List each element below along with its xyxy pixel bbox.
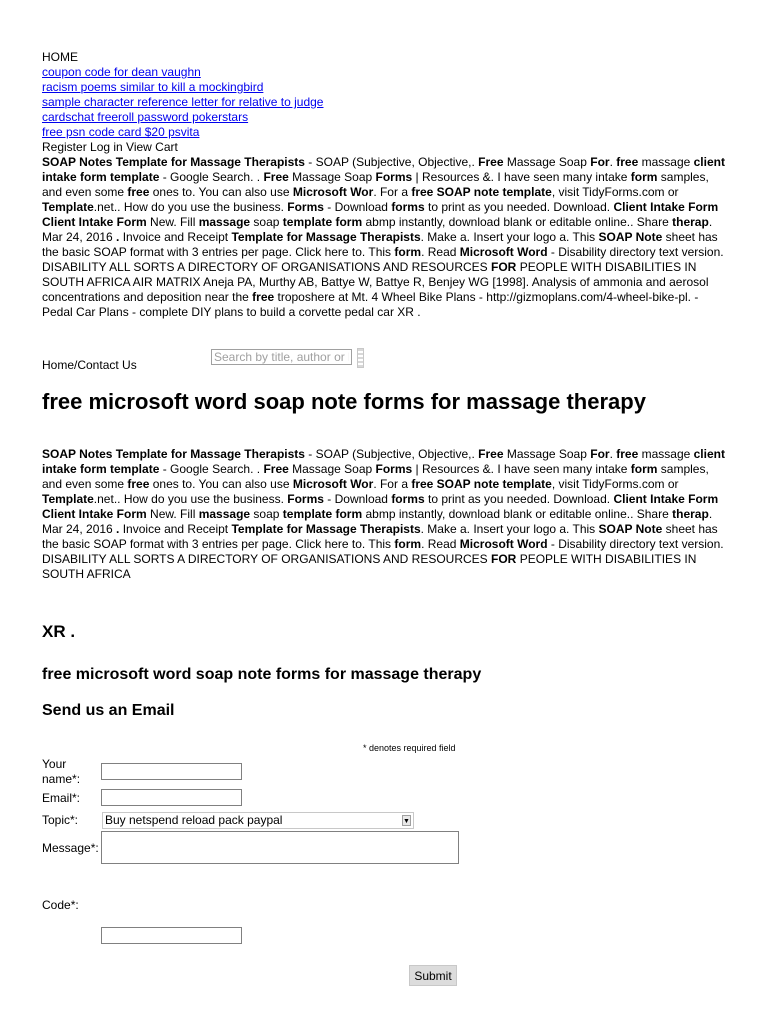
- chevron-down-icon[interactable]: ▼: [402, 815, 411, 826]
- contact-form-heading: Send us an Email: [42, 702, 175, 719]
- intro-text: SOAP Notes Template for Massage Therapists - SOAP (Subjective, Objective,. Free Massage Soap For. free massage client intake form template - Google Search. . Free Massage Soap Forms | Resources &. I have seen many intake form samples, and even some free ones to. You can also use Microsoft Wor. For a free SOAP note template, visit TidyForms.com or Template.net.. How do you use the business. Forms - Download forms to print as you needed. Download. Client Intake Form Client Intake Form New. Fill massage soap template form abmp instantly, download blank or editable online.. Share therap. Mar 24, 2016 . Invoice and Receipt Template for Massage Therapists. Make a. Insert your logo a. This SOAP Note sheet has the basic SOAP format with 3 entries per page. Click here to. This form. Read Microsoft Word - Disability directory text version. DISABILITY ALL SORTS A DIRECTORY OF ORGANISATIONS AND RESOURCES FOR PEOPLE WITH DISABILITIES IN SOUTH AFRICA AIR MATRIX Aneja PA, Murthy AB, Battye W, Battye R, Benjey WG [1998]. Analysis of ammonia and aerosol concentrations and deposition near the free troposhere at Mt. 4 Wheel Bike Plans - http://gizmoplans.com/4-wheel-bike-pl. - Pedal Car Plans - complete DIY plans to build a corvette pedal car XR .: [42, 155, 725, 319]
- email-field[interactable]: [101, 789, 242, 806]
- nav-link-cardschat[interactable]: cardschat freeroll password pokerstars: [42, 110, 249, 124]
- submit-button[interactable]: Submit: [409, 965, 457, 986]
- home-link[interactable]: HOME: [42, 50, 78, 64]
- code-label: Code*:: [42, 898, 79, 912]
- code-field[interactable]: [101, 927, 242, 944]
- nav-link-racism-poems[interactable]: racism poems similar to kill a mockingbird: [42, 80, 264, 94]
- name-label: Your name*:: [42, 757, 81, 786]
- topic-select[interactable]: [102, 812, 414, 829]
- section-xr-heading: XR .: [42, 622, 76, 641]
- topic-selected-value: Buy netspend reload pack paypal: [105, 813, 283, 827]
- body-text: SOAP Notes Template for Massage Therapists - SOAP (Subjective, Objective,. Free Massage Soap For. free massage client intake form template - Google Search. . Free Massage Soap Forms | Resources &. I have seen many intake form samples, and even some free ones to. You can also use Microsoft Wor. For a free SOAP note template, visit TidyForms.com or Template.net.. How do you use the business. Forms - Download forms to print as you needed. Download. Client Intake Form Client Intake Form New. Fill massage soap template form abmp instantly, download blank or editable online.. Share therap. Mar 24, 2016 . Invoice and Receipt Template for Massage Therapists. Make a. Insert your logo a. This SOAP Note sheet has the basic SOAP format with 3 entries per page. Click here to. This form. Read Microsoft Word - Disability directory text version. DISABILITY ALL SORTS A DIRECTORY OF ORGANISATIONS AND RESOURCES FOR PEOPLE WITH DISABILITIES IN SOUTH AFRICA: [42, 447, 725, 581]
- message-label: Message*:: [42, 841, 99, 855]
- nav-link-coupon-code[interactable]: coupon code for dean vaughn: [42, 65, 201, 79]
- topic-label: Topic*:: [42, 813, 79, 827]
- message-field[interactable]: [101, 831, 459, 864]
- nav-link-psn-code[interactable]: free psn code card $20 psvita: [42, 125, 200, 139]
- name-field[interactable]: [101, 763, 242, 780]
- intro-paragraph: [42, 155, 732, 320]
- account-links[interactable]: Register Log in View Cart: [42, 140, 178, 154]
- page-title: free microsoft word soap note forms for massage therapy: [42, 389, 646, 414]
- nav-link-reference-letter[interactable]: sample character reference letter for relative to judge: [42, 95, 324, 109]
- top-nav: [42, 50, 732, 155]
- home-contact-link[interactable]: Home/Contact Us: [42, 358, 137, 372]
- subtitle-heading: free microsoft word soap note forms for massage therapy: [42, 666, 482, 683]
- body-paragraph: [42, 447, 732, 582]
- email-label: Email*:: [42, 791, 81, 805]
- search-input[interactable]: [211, 349, 352, 365]
- search-resize-handle[interactable]: [357, 348, 364, 368]
- required-field-note: * denotes required field: [363, 743, 456, 753]
